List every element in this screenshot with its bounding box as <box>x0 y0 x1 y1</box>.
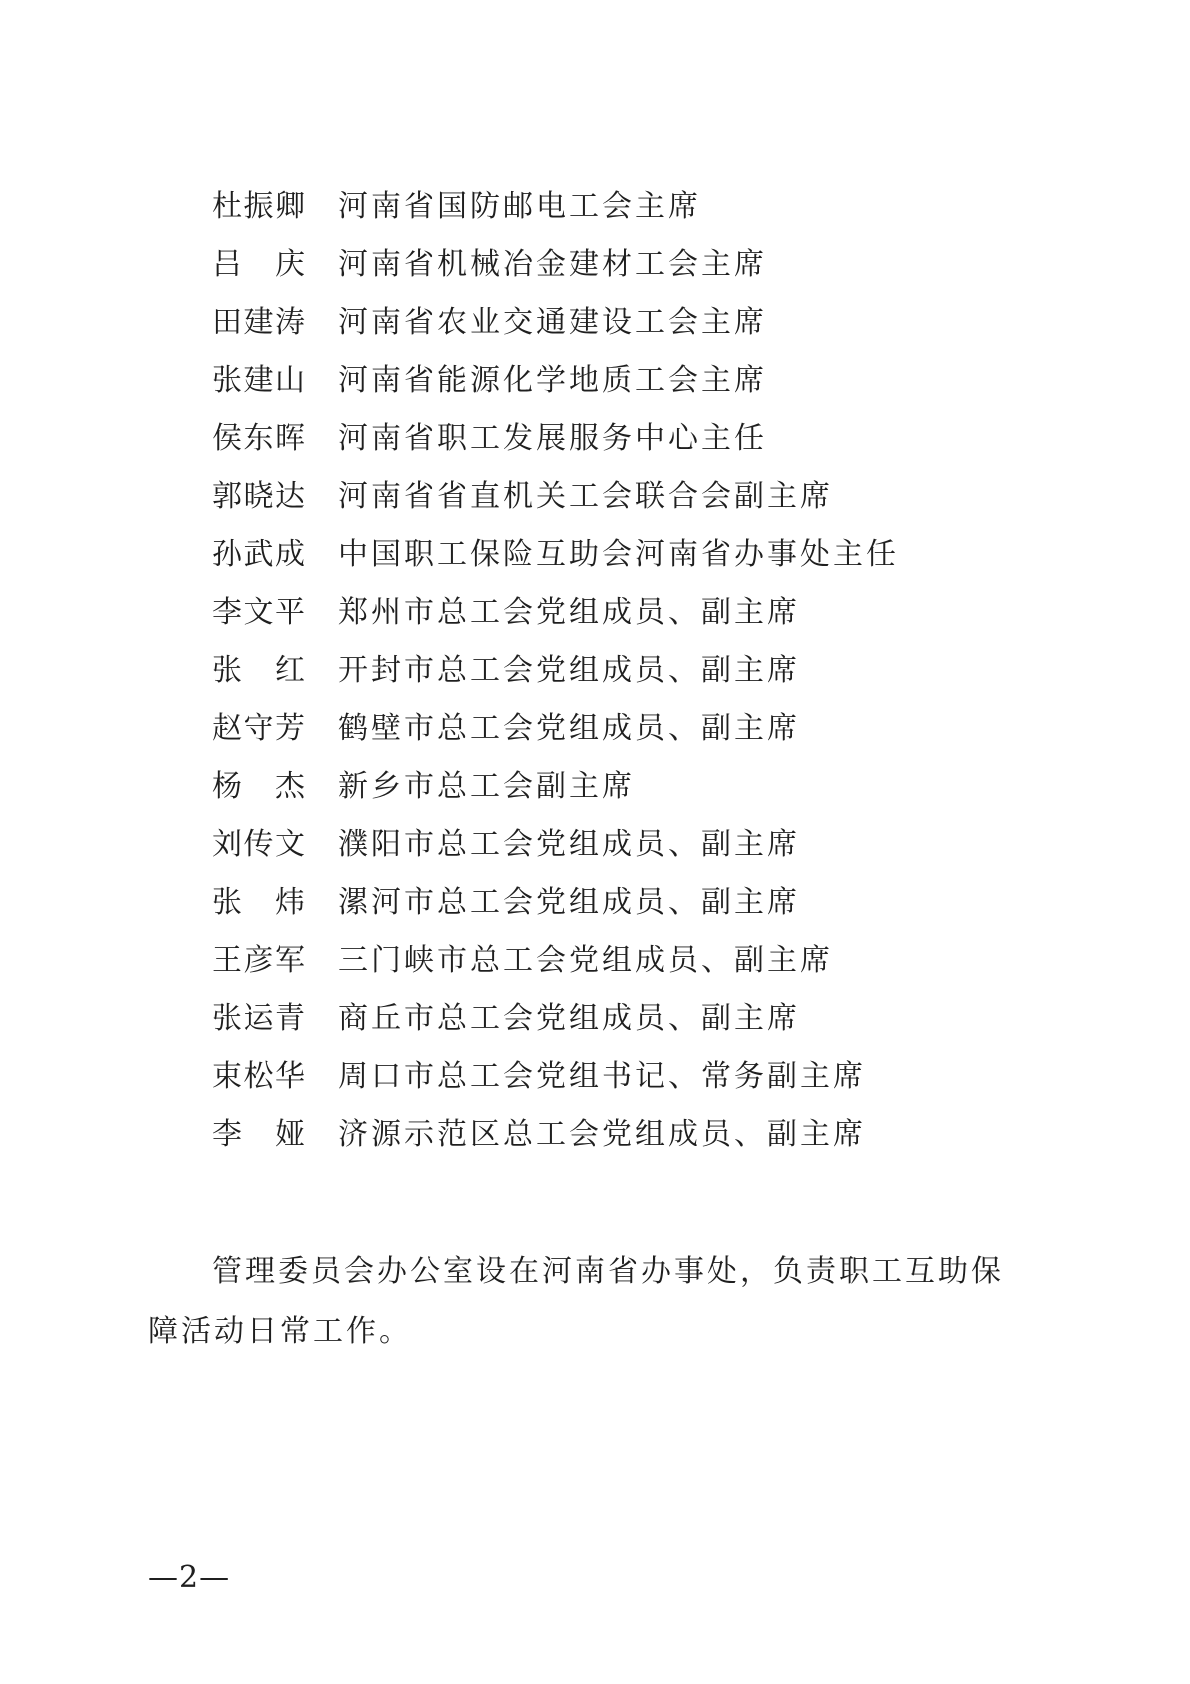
member-role: 郑州市总工会党组成员、副主席 <box>338 595 800 630</box>
list-item <box>212 522 1112 580</box>
member-list <box>212 174 1112 1160</box>
member-role: 开封市总工会党组成员、副主席 <box>338 653 800 688</box>
member-name: 杨 杰 <box>212 769 305 804</box>
list-item <box>212 696 1112 754</box>
member-name: 刘 传 文 <box>212 827 305 862</box>
member-role: 中国职工保险互助会河南省办事处主任 <box>338 537 899 572</box>
list-item <box>212 986 1112 1044</box>
member-name: 张 红 <box>212 653 305 688</box>
member-role: 河南省职工发展服务中心主任 <box>338 421 767 456</box>
list-item <box>212 290 1112 348</box>
list-item <box>212 754 1112 812</box>
list-item <box>212 1044 1112 1102</box>
member-role: 周口市总工会党组书记、常务副主席 <box>338 1059 866 1094</box>
member-role: 河南省农业交通建设工会主席 <box>338 305 767 340</box>
member-role: 河南省能源化学地质工会主席 <box>338 363 767 398</box>
member-name: 张 运 青 <box>212 1001 305 1036</box>
member-name: 王 彦 军 <box>212 943 305 978</box>
list-item <box>212 232 1112 290</box>
list-item <box>212 870 1112 928</box>
member-role: 新乡市总工会副主席 <box>338 769 635 804</box>
list-item <box>212 348 1112 406</box>
list-item <box>212 638 1112 696</box>
member-name: 孙 武 成 <box>212 537 305 572</box>
member-name: 李 娅 <box>212 1117 305 1152</box>
member-role: 漯河市总工会党组成员、副主席 <box>338 885 800 920</box>
member-name: 张 建 山 <box>212 363 305 398</box>
member-name: 杜 振 卿 <box>212 189 305 224</box>
member-role: 鹤壁市总工会党组成员、副主席 <box>338 711 800 746</box>
member-name: 田 建 涛 <box>212 305 305 340</box>
list-item <box>212 464 1112 522</box>
member-role: 商丘市总工会党组成员、副主席 <box>338 1001 800 1036</box>
list-item <box>212 174 1112 232</box>
member-name: 李 文 平 <box>212 595 305 630</box>
member-role: 三门峡市总工会党组成员、副主席 <box>338 943 833 978</box>
member-role: 济源示范区总工会党组成员、副主席 <box>338 1117 866 1152</box>
member-name: 赵 守 芳 <box>212 711 305 746</box>
member-role: 河南省省直机关工会联合会副主席 <box>338 479 833 514</box>
member-role: 河南省机械冶金建材工会主席 <box>338 247 767 282</box>
list-item <box>212 580 1112 638</box>
member-name: 郭 晓 达 <box>212 479 305 514</box>
list-item <box>212 812 1112 870</box>
member-name: 吕 庆 <box>212 247 305 282</box>
page-number: —2— <box>148 1560 231 1595</box>
member-name: 张 炜 <box>212 885 305 920</box>
closing-paragraph: 管理委员会办公室设在河南省办事处，负责职工互助保障活动日常工作。 <box>148 1254 1004 1349</box>
member-name: 侯 东 晖 <box>212 421 305 456</box>
member-role: 河南省国防邮电工会主席 <box>338 189 701 224</box>
member-role: 濮阳市总工会党组成员、副主席 <box>338 827 800 862</box>
list-item <box>212 1102 1112 1160</box>
list-item <box>212 406 1112 464</box>
member-name: 束 松 华 <box>212 1059 305 1094</box>
list-item <box>212 928 1112 986</box>
